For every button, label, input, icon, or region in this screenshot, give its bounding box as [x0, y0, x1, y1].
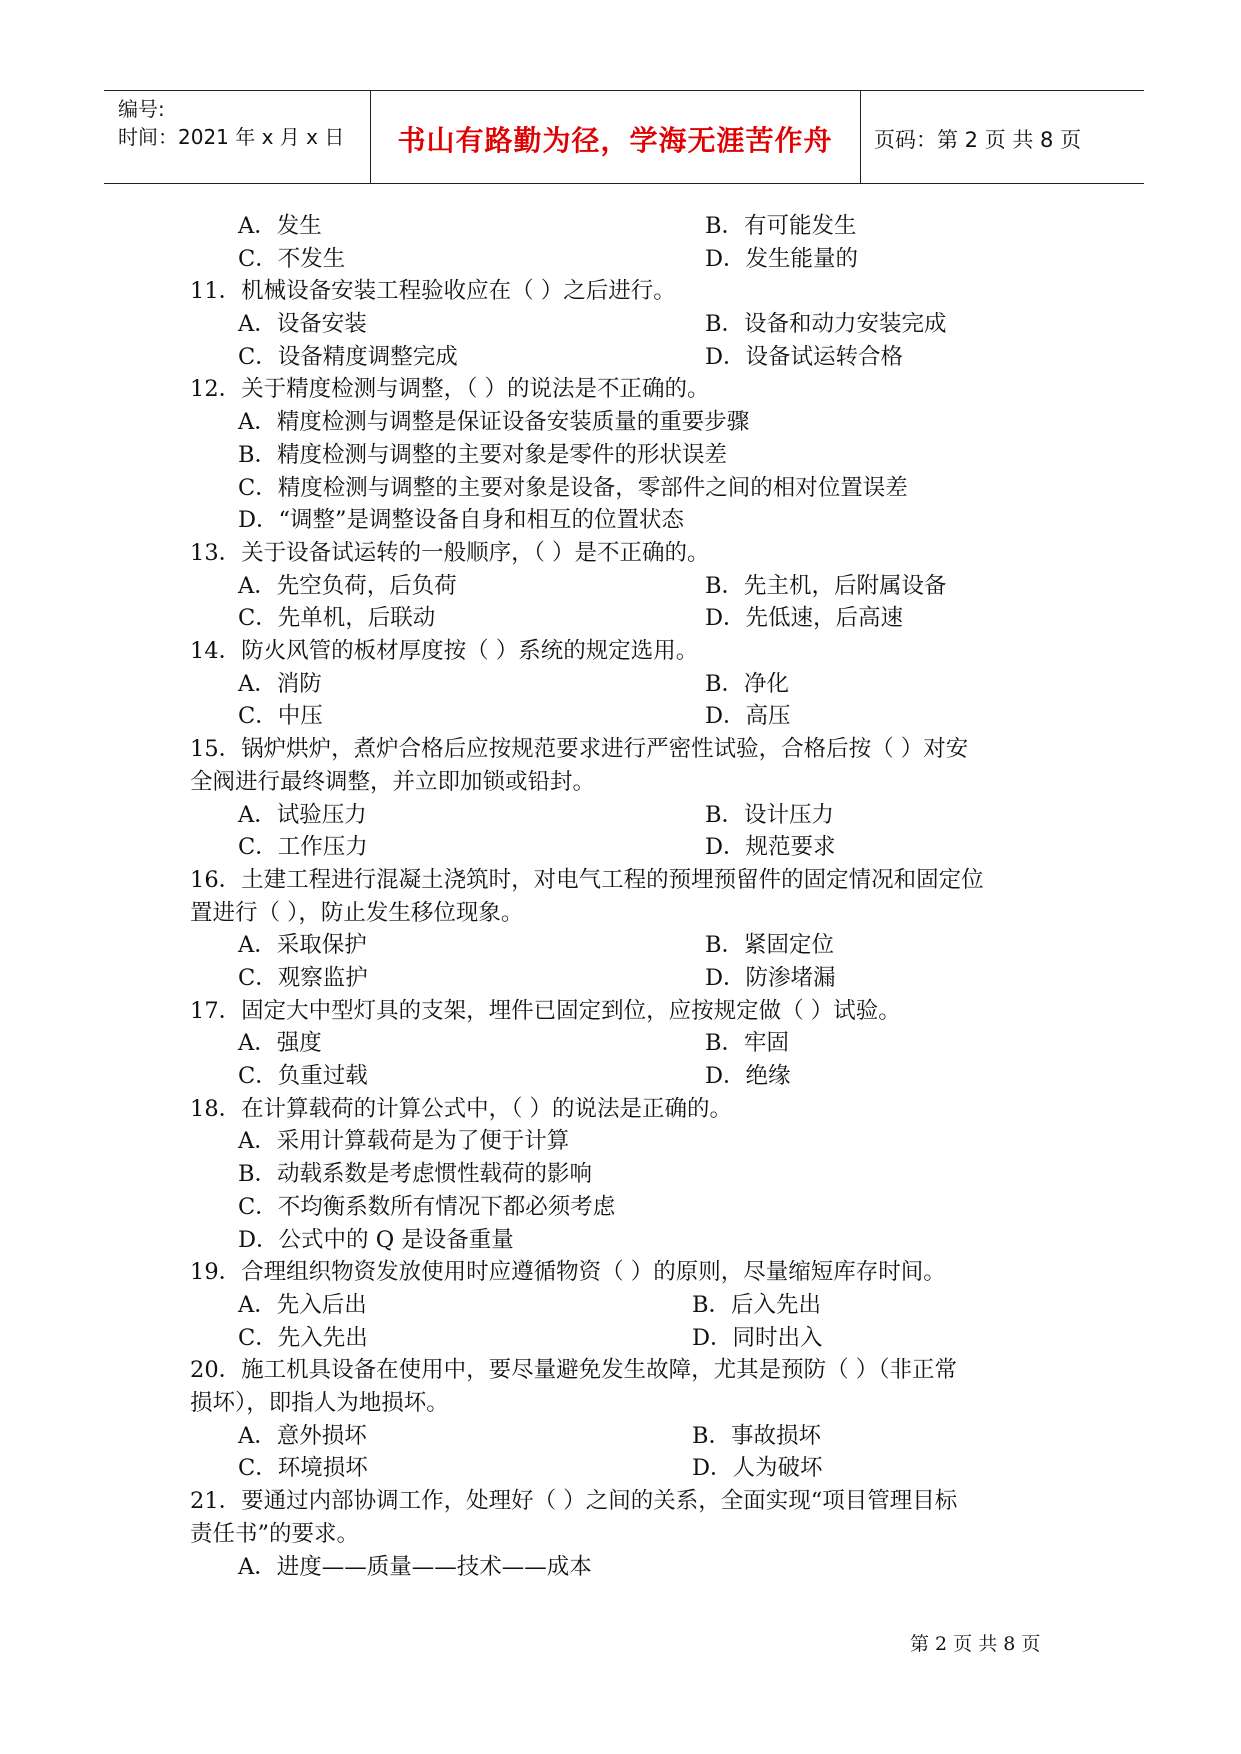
option: D．人为破坏 — [692, 1455, 823, 1482]
option: A．消防 — [238, 670, 322, 697]
question-item — [190, 635, 1070, 733]
option: B．设计压力 — [705, 801, 835, 828]
option: D．发生能量的 — [705, 245, 859, 272]
option-row — [190, 1060, 1070, 1093]
option: B．后入先出 — [692, 1291, 822, 1318]
option: B．净化 — [705, 670, 790, 697]
option: C．不均衡系数所有情况下都必须考虑 — [238, 1193, 616, 1220]
question-item — [190, 1485, 1070, 1583]
option: B．先主机，后附属设备 — [705, 572, 947, 599]
option-row — [190, 700, 1070, 733]
option: B．设备和动力安装完成 — [705, 311, 947, 338]
option: A．采取保护 — [238, 932, 367, 959]
option-row — [190, 831, 1070, 864]
question-item — [190, 864, 1070, 995]
option: C．精度检测与调整的主要对象是设备，零部件之间的相对位置误差 — [238, 474, 908, 501]
option: C．中压 — [238, 703, 323, 730]
option-row — [190, 1322, 1070, 1355]
option: C．先单机，后联动 — [238, 605, 436, 632]
option: D．“调整”是调整设备自身和相互的位置状态 — [238, 507, 685, 534]
question-item — [190, 275, 1070, 373]
code-label: 编号: — [118, 97, 165, 121]
option-row — [190, 602, 1070, 635]
page-header — [104, 90, 1144, 184]
option: B．精度检测与调整的主要对象是零件的形状误差 — [238, 441, 728, 468]
option: D．规范要求 — [705, 834, 836, 861]
header-meta-cell — [104, 91, 371, 183]
question-stem-line: 20．施工机具设备在使用中，要尽量避免发生故障，尤其是预防（ ）（非正常 — [190, 1357, 958, 1384]
question-stem: 19．合理组织物资发放使用时应遵循物资（ ）的原则，尽量缩短库存时间。 — [190, 1259, 946, 1286]
option-row — [190, 1452, 1070, 1485]
question-stem-line: 责任书”的要求。 — [190, 1520, 360, 1547]
option: D．防渗堵漏 — [705, 965, 836, 991]
option-row — [190, 929, 1070, 962]
question-item — [190, 1354, 1070, 1485]
option-row — [190, 1420, 1070, 1453]
option: C．负重过载 — [238, 1063, 368, 1090]
question-stem: 12．关于精度检测与调整，（ ）的说法是不正确的。 — [190, 376, 710, 403]
question-content — [190, 210, 1070, 1583]
option-row — [190, 799, 1070, 832]
option: A．设备安装 — [238, 311, 367, 338]
question-stem-line: 21．要通过内部协调工作，处理好（ ）之间的关系，全面实现“项目管理目标 — [190, 1488, 958, 1515]
option: D．绝缘 — [705, 1063, 791, 1090]
option: A．强度 — [238, 1030, 322, 1057]
question-stem: 17．固定大中型灯具的支架，埋件已固定到位，应按规定做（ ）试验。 — [190, 997, 901, 1024]
question-item — [190, 995, 1070, 1093]
option: B．动载系数是考虑惯性载荷的影响 — [238, 1161, 593, 1188]
question-stem-line: 15．锅炉烘炉，煮炉合格后应按规范要求进行严密性试验，合格后按（ ）对安 — [190, 736, 969, 763]
option: B．紧固定位 — [705, 932, 835, 959]
option: C．先入先出 — [238, 1324, 368, 1351]
option: C．不发生 — [238, 245, 346, 272]
option: D．先低速，后高速 — [705, 605, 904, 632]
option: A．精度检测与调整是保证设备安装质量的重要步骤 — [238, 409, 750, 436]
question-stem: 14．防火风管的板材厚度按（ ）系统的规定选用。 — [190, 638, 699, 665]
header-motto-cell — [370, 91, 861, 183]
option: B．事故损坏 — [692, 1422, 822, 1449]
option: A．先入后出 — [238, 1291, 367, 1318]
question-list — [190, 275, 1070, 1583]
option: A．意外损坏 — [238, 1422, 367, 1449]
option: D．公式中的 Q 是设备重量 — [238, 1226, 514, 1253]
option: A．进度——质量——技术——成本 — [238, 1553, 592, 1580]
question-stem-line: 损坏），即指人为地损坏。 — [190, 1390, 449, 1417]
option-row — [190, 1027, 1070, 1060]
question-stem-line: 置进行（ ），防止发生移位现象。 — [190, 899, 524, 926]
option-row — [190, 308, 1070, 341]
question-item — [190, 537, 1070, 635]
page-footer: 第 2 页 共 8 页 — [910, 1633, 1041, 1655]
question-stem: 18．在计算载荷的计算公式中，（ ）的说法是正确的。 — [190, 1095, 733, 1122]
option-row — [190, 668, 1070, 701]
option: D．同时出入 — [692, 1324, 823, 1351]
option-row — [190, 962, 1070, 995]
option: B．有可能发生 — [705, 213, 857, 239]
question-item — [190, 1093, 1070, 1257]
option-row — [190, 1289, 1070, 1322]
option: D．设备试运转合格 — [705, 343, 904, 370]
question-item — [190, 373, 1070, 537]
option-row — [190, 243, 1070, 276]
option: D．高压 — [705, 703, 791, 730]
header-page-cell — [860, 91, 1144, 183]
option: A．先空负荷，后负荷 — [238, 572, 457, 599]
option: C．环境损坏 — [238, 1455, 368, 1482]
question-item — [190, 1256, 1070, 1354]
option: A．试验压力 — [238, 801, 367, 828]
option: A．采用计算载荷是为了便于计算 — [238, 1128, 570, 1155]
option: B．牢固 — [705, 1030, 790, 1057]
option-row — [190, 210, 1070, 243]
motto-text: 书山有路勤为径，学海无涯苦作舟 — [397, 124, 833, 157]
question-stem: 13．关于设备试运转的一般顺序，（ ）是不正确的。 — [190, 539, 710, 566]
option-row — [190, 341, 1070, 374]
question-item — [190, 733, 1070, 864]
option-row — [190, 570, 1070, 603]
question-stem-line: 全阀进行最终调整，并立即加锁或铅封。 — [190, 768, 596, 795]
option: C．设备精度调整完成 — [238, 343, 458, 370]
option: C．工作压力 — [238, 834, 368, 861]
option: C．观察监护 — [238, 965, 368, 991]
question-stem: 11．机械设备安装工程验收应在（ ）之后进行。 — [190, 278, 676, 305]
question-stem-line: 16．土建工程进行混凝土浇筑时，对电气工程的预埋预留件的固定情况和固定位 — [190, 866, 984, 893]
header-page-label: 页码：第 2 页 共 8 页 — [874, 128, 1082, 152]
option: A．发生 — [238, 213, 322, 239]
time-label: 时间：2021 年 x 月 x 日 — [118, 125, 345, 149]
